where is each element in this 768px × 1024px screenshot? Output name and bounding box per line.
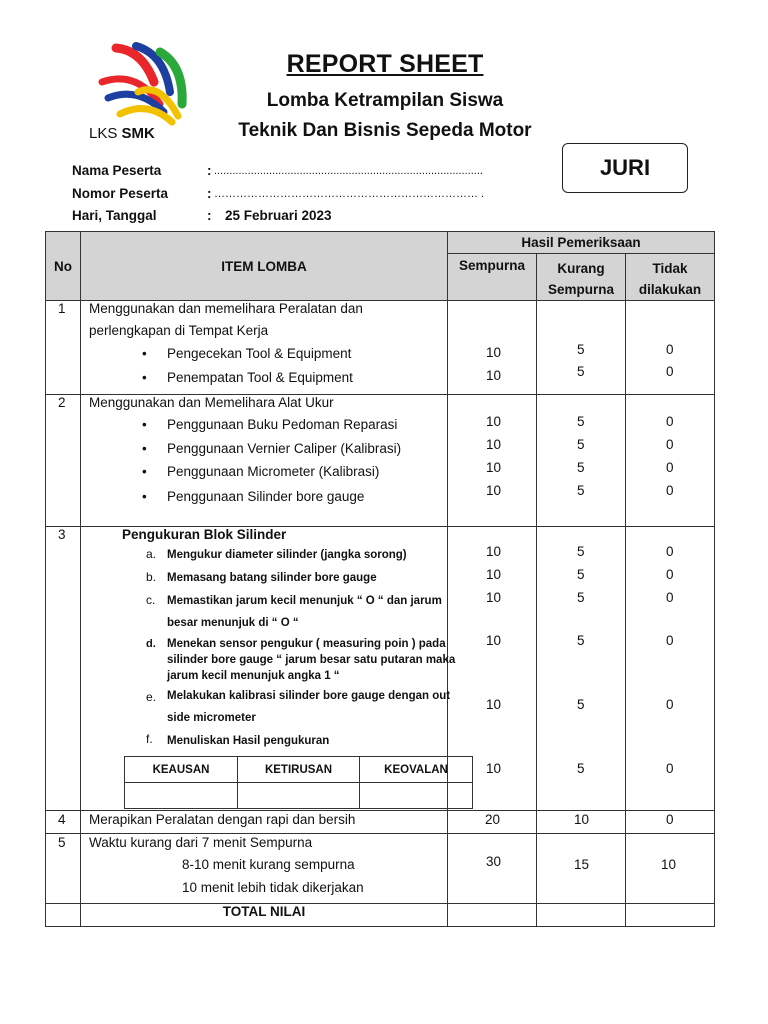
measurement-subtable (124, 756, 473, 809)
row-title: Menggunakan dan memelihara Peralatan dan (89, 301, 363, 316)
row-item (81, 395, 448, 527)
list-item: Menuliskan Hasil pengukuran (167, 735, 330, 747)
list-item: besar menunjuk di “ O “ (167, 617, 299, 629)
table-row (46, 811, 715, 834)
col-kurang (537, 254, 626, 301)
subtable-header-ketirusan: KETIRUSAN (238, 757, 360, 783)
col-kurang-line1: Kurang (557, 261, 605, 276)
row-title: perlengkapan di Tempat Kerja (89, 323, 269, 338)
row-title: Pengukuran Blok Silinder (122, 527, 287, 542)
hari-colon: : (207, 208, 212, 223)
score-cell: 20 (448, 811, 537, 834)
table-row (46, 395, 715, 527)
row-item (81, 301, 448, 395)
score-cell: 5 5 5 5 (537, 395, 626, 527)
hari-label: Hari, Tanggal (72, 208, 157, 223)
row-line: 8-10 menit kurang sempurna (182, 857, 355, 872)
score-cell: 10 (537, 811, 626, 834)
total-sempurna-cell[interactable] (448, 904, 537, 927)
total-kurang-cell[interactable] (537, 904, 626, 927)
logo-graphic (98, 42, 190, 126)
col-kurang-line2: Sempurna (547, 282, 615, 297)
juri-box: JURI (562, 143, 688, 193)
score-cell: 15 (537, 834, 626, 904)
score-cell: 10 (626, 834, 715, 904)
list-item: Memasang batang silinder bore gauge (167, 572, 377, 584)
item-letter: c. (146, 593, 156, 607)
item-letter: f. (146, 732, 153, 746)
row-item (81, 527, 456, 811)
row-title: Menggunakan dan Memelihara Alat Ukur (89, 395, 334, 410)
logo-text: LKS SMK (89, 125, 155, 142)
row-line: 10 menit lebih tidak dikerjakan (182, 880, 364, 895)
nama-colon: : (207, 163, 212, 178)
row-item (81, 811, 448, 834)
score-cell: 10 10 (448, 301, 537, 395)
list-item: • Penggunaan Micrometer (Kalibrasi) (167, 464, 379, 479)
row-title: Merapikan Peralatan dengan rapi dan bersih (89, 812, 356, 827)
page-title: REPORT SHEET (286, 50, 484, 78)
list-item: jarum kecil menunjuk angka 1 “ (167, 670, 340, 682)
col-tidak-line1: Tidak (652, 261, 688, 276)
col-tidak (626, 254, 715, 301)
list-item: • Penempatan Tool & Equipment (167, 370, 353, 385)
list-item: Melakukan kalibrasi silinder bore gauge dengan out (167, 690, 451, 702)
item-letter: a. (146, 547, 157, 561)
score-cell: 0 (626, 811, 715, 834)
lks-smk-logo (89, 42, 190, 147)
nomor-field[interactable]: ……………………………………………………………… . (214, 188, 485, 200)
score-table (45, 231, 715, 927)
total-label: TOTAL NILAI (81, 904, 448, 927)
row-no: 3 (46, 527, 81, 811)
keausan-input-cell[interactable] (125, 783, 238, 809)
table-row (46, 834, 715, 904)
nomor-label: Nomor Peserta (72, 186, 169, 201)
hari-value: 25 Februari 2023 (225, 208, 332, 223)
total-tidak-cell[interactable] (626, 904, 715, 927)
list-item: • Penggunaan Vernier Caliper (Kalibrasi) (167, 441, 401, 456)
score-cell: 0 0 0 0 (626, 395, 715, 527)
row-no: 5 (46, 834, 81, 904)
nama-field[interactable]: ........................................................................................ (214, 165, 483, 177)
list-item: • Penggunaan Silinder bore gauge (167, 489, 364, 504)
list-item: Menekan sensor pengukur ( measuring poin ) pada (167, 638, 446, 650)
subtitle-field: Teknik Dan Bisnis Sepeda Motor (238, 120, 532, 141)
row-line: Waktu kurang dari 7 menit Sempurna (89, 835, 313, 850)
score-cell: 5 5 (537, 301, 626, 395)
nama-label: Nama Peserta (72, 163, 162, 178)
row-no: 2 (46, 395, 81, 527)
score-cell: 30 (448, 834, 537, 904)
list-item: Memastikan jarum kecil menunjuk “ O “ dan jarum (167, 595, 442, 607)
row-item (81, 834, 448, 904)
subtable-header-keausan: KEAUSAN (125, 757, 238, 783)
total-row (46, 904, 715, 927)
list-item: silinder bore gauge “ jarum besar satu putaran maka (167, 654, 456, 666)
subtable-header-keovalan: KEOVALAN (360, 757, 473, 783)
score-cell: 5 5 5 5 5 5 (537, 527, 626, 811)
table-row (46, 527, 715, 811)
list-item: • Pengecekan Tool & Equipment (167, 346, 351, 361)
list-item: • Penggunaan Buku Pedoman Reparasi (167, 417, 397, 432)
score-cell: 0 0 0 0 0 0 (626, 527, 715, 811)
item-letter: d. (146, 638, 156, 650)
col-sempurna: Sempurna (448, 254, 537, 301)
score-cell: 0 0 (626, 301, 715, 395)
col-item: ITEM LOMBA (81, 232, 448, 301)
row-no: 4 (46, 811, 81, 834)
total-no-cell (46, 904, 81, 927)
list-item: side micrometer (167, 712, 256, 724)
col-no: No (46, 232, 81, 301)
nomor-colon: : (207, 186, 212, 201)
ketirusan-input-cell[interactable] (238, 783, 360, 809)
score-cell: 10 10 10 10 (448, 395, 537, 527)
table-row (46, 301, 715, 395)
item-letter: e. (146, 690, 157, 704)
score-cell: 10 10 10 10 10 10 (448, 527, 537, 811)
col-hasil: Hasil Pemeriksaan (448, 232, 715, 254)
subtitle-competition: Lomba Ketrampilan Siswa (266, 90, 504, 111)
list-item: Mengukur diameter silinder (jangka sorong) (167, 549, 407, 561)
item-letter: b. (146, 570, 157, 584)
col-tidak-line2: dilakukan (638, 282, 702, 297)
row-no: 1 (46, 301, 81, 395)
